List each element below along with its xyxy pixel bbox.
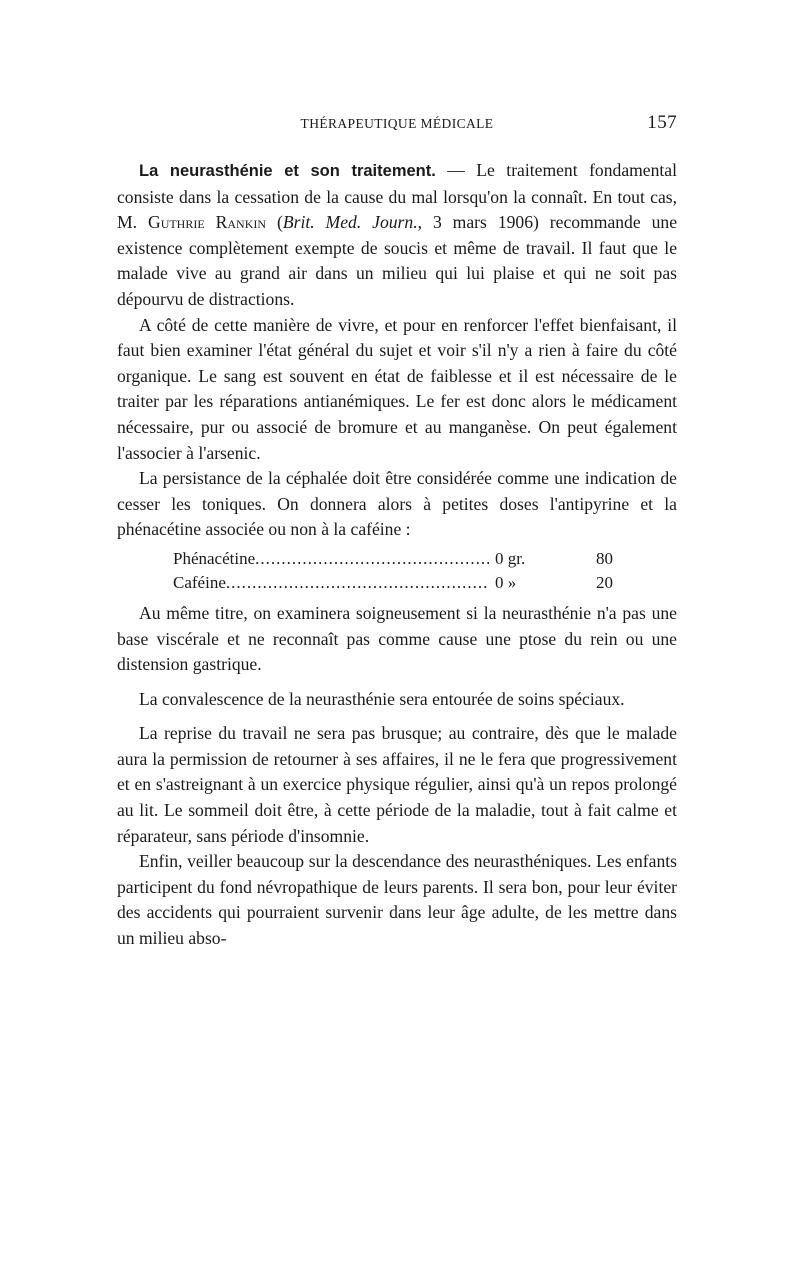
leader-dots xyxy=(255,547,489,571)
paragraph-1-text-b: ( xyxy=(266,212,283,233)
prescription-row xyxy=(117,571,677,595)
ingredient-dose: 20 xyxy=(596,572,613,592)
journal-name: Brit. Med. Journ. xyxy=(282,212,418,233)
running-title: THÉRAPEUTIQUE MÉDICALE xyxy=(300,116,494,131)
author-name: Guthrie Rankin xyxy=(147,212,267,233)
paragraph-5: La convalescence de la neurasthénie sera entourée de soins spéciaux. xyxy=(139,688,625,709)
prescription-row xyxy=(117,547,677,571)
running-head xyxy=(117,112,677,140)
paragraph-1 xyxy=(117,158,677,313)
leader-dots xyxy=(226,571,489,595)
ingredient-dose-unit: 0 gr. xyxy=(495,548,526,568)
paragraph-gap xyxy=(117,712,677,721)
paragraph-7: Enfin, veiller beaucoup sur la descendance des neurasthéniques. Les enfants participent du fond névropathique de leurs parents. Il sera bon, pour leur éviter des accidents qui pourraient survenir dans leur âge adulte, de les mettre dans un milieu abso- xyxy=(117,851,677,949)
paragraph-3: La persistance de la céphalée doit être considérée comme une indication de cesser les toniques. On donnera alors à petites doses l'antipyrine et la phénacétine associée ou non à la caféine : xyxy=(117,468,677,540)
book-page xyxy=(117,112,677,952)
ingredient-dose-unit: 0 » xyxy=(495,572,517,592)
section-title: La neurasthénie et son traitement. xyxy=(139,162,436,180)
page-number: 157 xyxy=(647,112,677,133)
paragraph-6: La reprise du travail ne sera pas brusque; au contraire, dès que le malade aura la permission de retourner à ses affaires, il ne le fera que progressivement et en s'astreignant à un exercice physique régulier, ainsi qu'à un repos prolongé au lit. Le sommeil doit être, à cette période de la maladie, tout à fait calme et réparateur, sans période d'insomnie. xyxy=(117,723,677,846)
ingredient-name: Caféine xyxy=(173,572,226,592)
paragraph-1-text-a: — Le traitement fondamental consiste dans la cessation de la cause du mal lorsqu'on la connaît. En tout cas, M. xyxy=(117,160,677,233)
paragraph-1-text-c: , 3 mars 1906) recommande une existence complètement exempte de soucis et même de travail. Il faut que le malade vive au grand air dans un milieu qui lui plaise et qui ne soit pas dépourvu de distractions. xyxy=(117,212,678,309)
paragraph-2: A côté de cette manière de vivre, et pour en renforcer l'effet bienfaisant, il faut bien examiner l'état général du sujet et voir s'il n'y a rien à faire du côté organique. Le sang est souvent en état de faiblesse et il est nécessaire de le traiter par les réparations antianémiques. Le fer est donc alors le médicament nécessaire, pur ou associé de bromure et au manganèse. On peut également l'associer à l'arsenic. xyxy=(117,314,677,463)
prescription-table xyxy=(117,547,677,595)
paragraph-gap xyxy=(117,678,677,687)
ingredient-name: Phénacétine xyxy=(173,548,256,568)
paragraph-4: Au même titre, on examinera soigneusement si la neurasthénie n'a pas une base viscérale et ne reconnaît pas comme cause une ptose du rein ou une distension gastrique. xyxy=(117,602,677,675)
body-text xyxy=(117,158,677,952)
ingredient-dose: 80 xyxy=(596,548,613,568)
